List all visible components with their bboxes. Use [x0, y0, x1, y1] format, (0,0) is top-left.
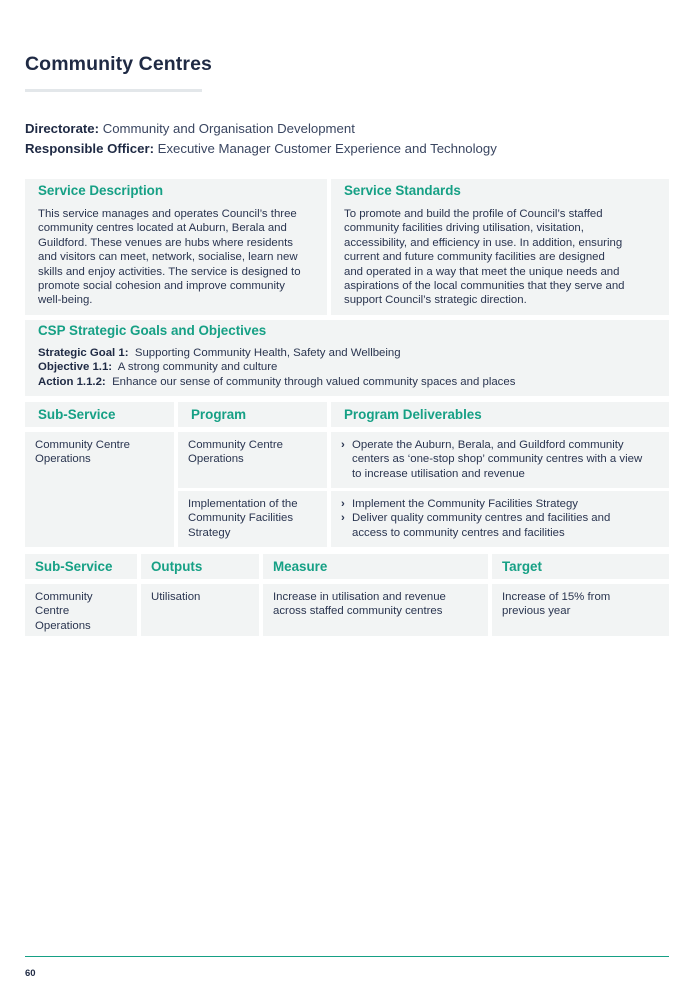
action-label: Action 1.1.2: [38, 375, 106, 388]
page-title: Community Centres [25, 53, 212, 75]
text-line: well-being. [38, 294, 93, 307]
strategic-goal-line [38, 346, 657, 360]
program-table-header-deliverables: Program Deliverables [331, 402, 669, 427]
footer-divider [25, 956, 669, 957]
chevron-right-icon: › [341, 498, 345, 510]
text-line: To promote and build the profile of Council’s staffed [344, 208, 603, 220]
output-value: Utilisation [151, 591, 201, 603]
objective-line [38, 360, 657, 374]
action-text: Enhance our sense of community through valued community spaces and places [112, 375, 516, 388]
service-standards-heading: Service Standards [344, 183, 461, 198]
service-description-panel [25, 179, 327, 315]
measure-cell [263, 584, 488, 636]
objective-label: Objective 1.1: [38, 361, 113, 374]
text-line: aspirations of the local communities that they serve and [344, 280, 625, 293]
text-line: skills and enjoy activities. The service is designed to [38, 265, 301, 278]
responsible-officer-value: Executive Manager Customer Experience and Technology [157, 141, 497, 156]
text-line: current and future community facilities are designed [344, 251, 605, 264]
text-line: access to community centres and facilities [352, 526, 565, 539]
text-line: promote social cohesion and improve community [38, 280, 285, 293]
text-line: Operations [35, 453, 91, 466]
target-cell [492, 584, 669, 636]
text-line: Community Facilities [188, 512, 294, 525]
text-line: Operate the Auburn, Berala, and Guildford community [352, 439, 624, 451]
text-line: Implement the Community Facilities Strategy [352, 498, 578, 510]
csp-heading: CSP Strategic Goals and Objectives [38, 323, 267, 338]
csp-goals-panel [25, 320, 669, 396]
chevron-right-icon: › [341, 512, 345, 525]
deliverable-item [341, 511, 661, 540]
service-description-heading: Service Description [38, 183, 164, 198]
text-line: Operations [35, 619, 91, 632]
chevron-right-icon: › [341, 439, 345, 451]
text-line: Centre [35, 605, 70, 618]
text-line: centers as ‘one-stop shop’ community centres with a view [352, 453, 643, 466]
text-line: support Council’s strategic direction. [344, 294, 527, 307]
text-line: Operations [188, 453, 244, 466]
directorate-value: Community and Organisation Development [102, 121, 355, 136]
service-standards-panel [331, 179, 669, 315]
program-cell [178, 432, 327, 488]
outputs-cell [141, 584, 259, 636]
text-line: previous year [502, 605, 571, 618]
strategic-goal-text: Supporting Community Health, Safety and Wellbeing [134, 347, 401, 359]
text-line: Implementation of the [188, 498, 298, 510]
directorate-line [25, 121, 355, 136]
text-line: Deliver quality community centres and facilities and [352, 512, 611, 525]
deliverables-cell [331, 491, 669, 547]
strategic-goal-label: Strategic Goal 1: [38, 347, 129, 359]
text-line: Community Centre [188, 439, 283, 451]
program-table-header-program: Program [178, 402, 327, 427]
program-table-header-sub-service: Sub-Service [25, 402, 174, 427]
outputs-table-header-measure: Measure [263, 554, 488, 579]
text-line: Strategy [188, 526, 231, 539]
text-line: Increase of 15% from [502, 591, 611, 603]
service-description-text [38, 207, 315, 308]
page-number: 60 [25, 968, 36, 979]
text-line: across staffed community centres [273, 605, 443, 618]
text-line: Community [35, 591, 93, 603]
text-line: accessibility, and efficiency in use. In addition, ensuring [344, 236, 623, 249]
text-line: community facilities driving utilisation, visitation, [344, 222, 584, 235]
deliverables-cell [331, 432, 669, 488]
responsible-officer-label: Responsible Officer: [25, 141, 154, 156]
program-table-sub-service-cell [25, 432, 174, 547]
objective-text: A strong community and culture [117, 361, 278, 374]
program-cell [178, 491, 327, 547]
text-line: to increase utilisation and revenue [352, 467, 525, 480]
text-line: This service manages and operates Council’s three [38, 208, 297, 220]
text-line: Community Centre [35, 439, 130, 451]
directorate-label: Directorate: [25, 121, 100, 136]
outputs-sub-service-cell [25, 584, 137, 636]
deliverable-item [341, 438, 661, 481]
text-line: Guildford. These venues are hubs where residents [38, 236, 293, 249]
text-line: Increase in utilisation and revenue [273, 591, 446, 603]
text-line: community centres located at Auburn, Berala and [38, 222, 287, 235]
deliverable-item [341, 497, 661, 511]
responsible-officer-line [25, 141, 497, 156]
outputs-table-header-outputs: Outputs [141, 554, 259, 579]
title-underline [25, 89, 202, 92]
text-line: and operated in a way that meet the unique needs and [344, 265, 620, 278]
text-line: and visitors can meet, network, socialise, learn new [38, 251, 298, 264]
service-standards-text [344, 207, 657, 308]
action-line [38, 375, 657, 389]
outputs-table-header-sub-service: Sub-Service [25, 554, 137, 579]
outputs-table-header-target: Target [492, 554, 669, 579]
